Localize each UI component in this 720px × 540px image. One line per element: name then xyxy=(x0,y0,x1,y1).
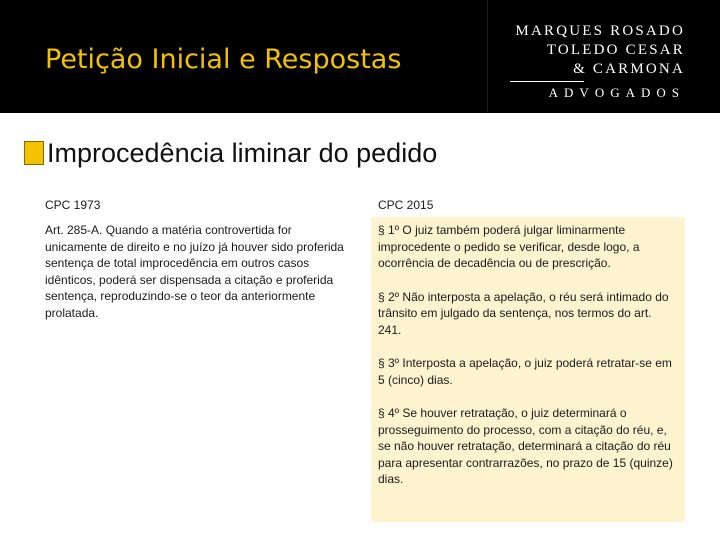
paragraph-3: § 3º Interposta a apelação, o juiz poderá retratar-se em 5 (cinco) dias. xyxy=(378,356,672,387)
paragraph-1: § 1º O juiz também poderá julgar liminarmente improcedente o pedido se verificar, desde logo, a ocorrência de decadência ou de prescrição. xyxy=(378,223,640,270)
logo-subline: ADVOGADOS xyxy=(548,85,685,100)
logo-line-2: TOLEDO CESAR xyxy=(546,42,685,58)
firm-logo xyxy=(510,22,685,101)
logo-divider xyxy=(487,0,488,113)
right-column-box xyxy=(371,217,685,522)
bullet-box-icon xyxy=(24,141,44,165)
paragraph-4: § 4º Se houver retratação, o juiz determinará o prosseguimento do processo, com a citação do réu, e, se não houver retratação, determinará a citação do réu para apresentar contrarrazões, no prazo de 15 (quinze) dias. xyxy=(378,406,673,486)
logo-rule xyxy=(510,81,584,82)
logo-line-3: & CARMONA xyxy=(573,61,685,77)
section-heading xyxy=(24,138,437,169)
header-bar xyxy=(0,0,720,113)
paragraph-2: § 2º Não interposta a apelação, o réu será intimado do trânsito em julgado da sentença, nos termos do art. 241. xyxy=(378,289,669,337)
left-column-body: Art. 285-A. Quando a matéria controvertida for unicamente de direito e no juízo já houver sido proferida sentença de total improcedência em outros casos idênticos, poderá ser dispensada a citação e proferida sentença, reproduzindo-se o teor da anteriormente prolatada. xyxy=(45,223,344,320)
right-column-heading: CPC 2015 xyxy=(378,198,434,212)
logo-line-1: MARQUES ROSADO xyxy=(515,23,685,39)
section-heading-text: Improcedência liminar do pedido xyxy=(47,138,438,168)
slide-title: Petição Inicial e Respostas xyxy=(45,44,402,75)
left-column-heading: CPC 1973 xyxy=(45,198,101,212)
